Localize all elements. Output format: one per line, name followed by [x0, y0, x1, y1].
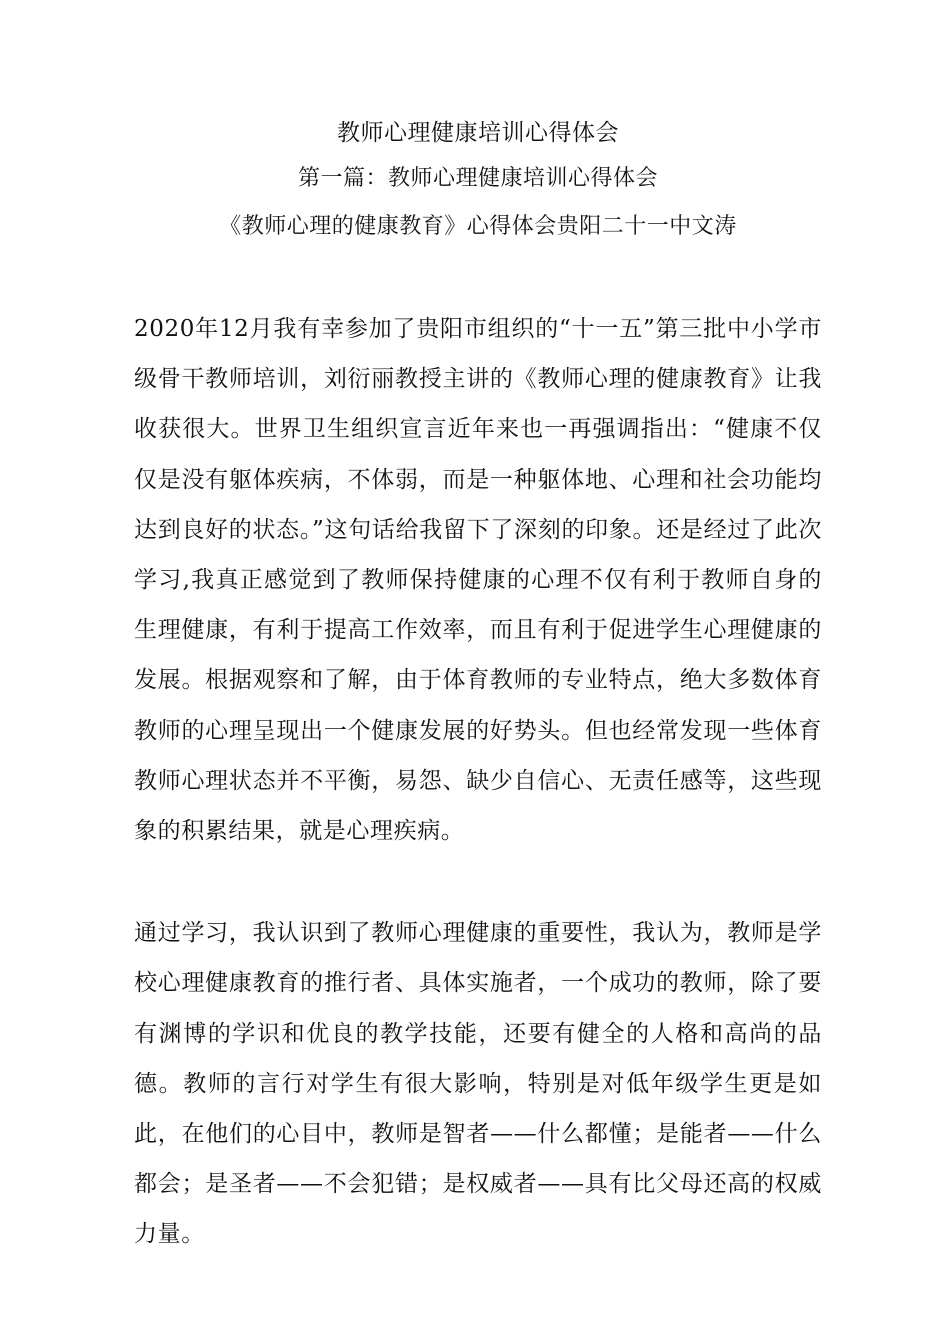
document-title: 教师心理健康培训心得体会	[337, 120, 619, 146]
document-subtitle-2: 《教师心理的健康教育》心得体会贵阳二十一中文涛	[219, 214, 737, 239]
body-paragraph-1: 2020年12月我有幸参加了贵阳市组织的“十一五”第三批中小学市级骨干教师培训，刘衍丽教授主讲的《教师心理的健康教育》让我收获很大。世界卫生组织宣言近年来也一再强调指出：“健康不仅仅是没有躯体疾病，不体弱，而是一种躯体地、心理和社会功能均达到良好的状态。”这句话给我留下了深刻的印象。还是经过了此次学习,我真正感觉到了教师保持健康的心理不仅有利于教师自身的生理健康，有利于提高工作效率，而且有利于促进学生心理健康的发展。根据观察和了解，由于体育教师的专业特点，绝大多数体育教师的心理呈现出一个健康发展的好势头。但也经常发现一些体育教师心理状态并不平衡，易怨、缺少自信心、无责任感等，这些现象的积累结果，就是心理疾病。	[134, 316, 822, 845]
document-subtitle-1: 第一篇：教师心理健康培训心得体会	[297, 166, 658, 191]
body-paragraph-2: 通过学习，我认识到了教师心理健康的重要性，我认为，教师是学校心理健康教育的推行者、具体实施者，一个成功的教师，除了要有渊博的学识和优良的教学技能，还要有健全的人格和高尚的品德。教师的言行对学生有很大影响，特别是对低年级学生更是如此，在他们的心目中，教师是智者——什么都懂；是能者——什么都会；是圣者——不会犯错；是权威者——具有比父母还高的权威力量。	[134, 920, 822, 1248]
